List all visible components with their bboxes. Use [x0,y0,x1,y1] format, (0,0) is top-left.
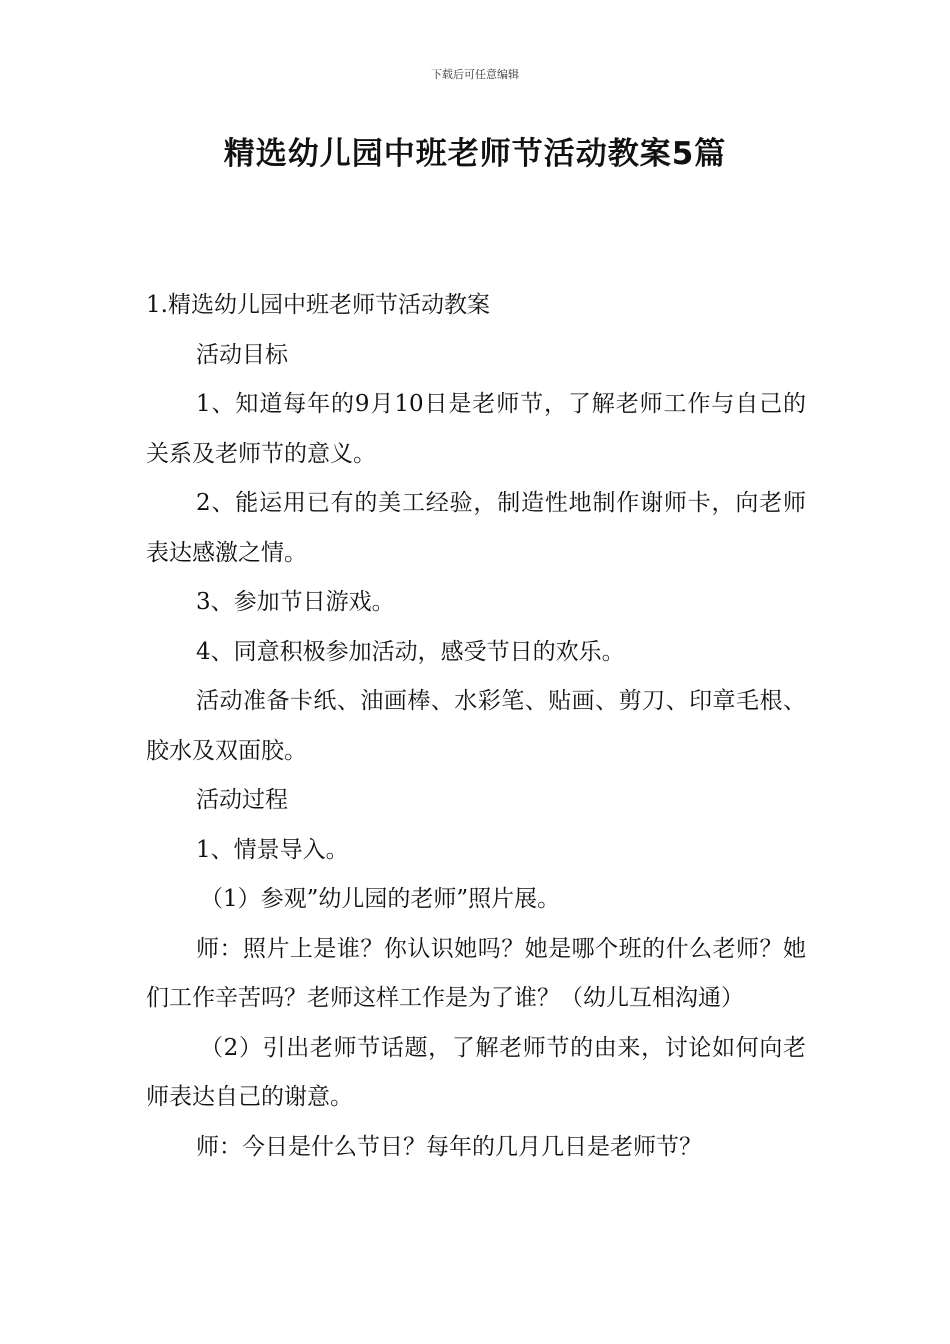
paragraph: 1、知道每年的9月10日是老师节，了解老师工作与自己的关系及老师节的意义。 [146,391,806,467]
document-body [146,281,806,1172]
paragraph: 师：今日是什么节日？每年的几月几日是老师节？ [196,1133,702,1160]
paragraph: 活动目标 [196,341,288,368]
header-note: 下载后可任意编辑 [431,68,519,81]
paragraph: 活动过程 [196,787,288,813]
paragraph: 4、同意积极参加活动，感受节日的欢乐。 [196,638,625,665]
paragraph: 3、参加节日游戏。 [196,589,395,615]
section-heading: 1.精选幼儿园中班老师节活动教案 [146,292,490,318]
paragraph: 1、情景导入。 [196,836,349,863]
paragraph: 2、能运用已有的美工经验，制造性地制作谢师卡，向老师表达感激之情。 [146,490,806,566]
paragraph: （2）引出老师节话题，了解老师节的由来，讨论如何向老师表达自己的谢意。 [146,1034,806,1110]
paragraph: 活动准备卡纸、油画棒、水彩笔、贴画、剪刀、印章毛根、胶水及双面胶。 [146,688,806,764]
paragraph: （1）参观”幼儿园的老师”照片展。 [200,886,561,912]
document-title: 精选幼儿园中班老师节活动教案5篇 [223,136,727,172]
paragraph: 师：照片上是谁？你认识她吗？她是哪个班的什么老师？她们工作辛苦吗？老师这样工作是为了谁？（幼儿互相沟通） [146,935,806,1011]
